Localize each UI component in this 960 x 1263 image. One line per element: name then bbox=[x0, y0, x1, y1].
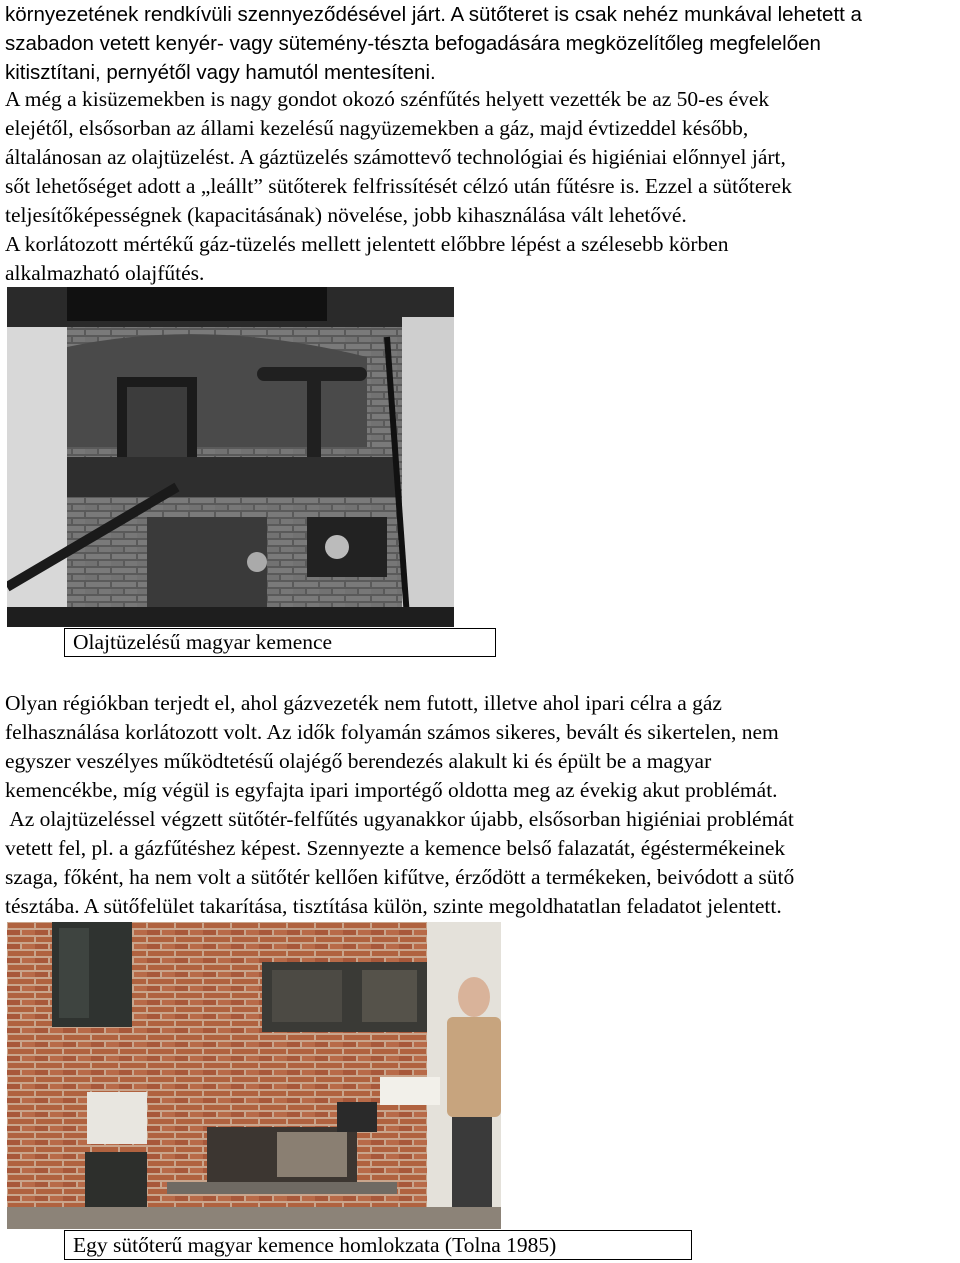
paragraph-gas-oil-heating bbox=[5, 85, 960, 288]
text-line: tésztába. A sütőfelület takarítása, tisztítása külön, szinte megoldhatatlan feladatot jelentett. bbox=[5, 894, 782, 918]
text-line: A korlátozott mértékű gáz-tüzelés mellett jelentett előbbre lépést a szélesebb körben bbox=[5, 232, 729, 256]
text-line: sőt lehetőséget adott a „leállt” sütőterek felfrissítését célzó után fűtésre is. Ezzel a sütőterek bbox=[5, 174, 792, 198]
oil-fired-oven-photo bbox=[7, 287, 454, 627]
paragraph-oil-heating-problems bbox=[5, 689, 960, 921]
text-line: A még a kisüzemekben is nagy gondot okozó szénfűtés helyett vezették be az 50-es évek bbox=[5, 87, 770, 111]
text-line: szabadon vetett kenyér- vagy sütemény-tészta befogadására megközelítőleg megfelelően bbox=[5, 32, 821, 55]
text-line: Az olajtüzeléssel végzett sütőtér-felfűtés ugyanakkor újabb, elsősorban higiéniai problémát bbox=[5, 807, 794, 831]
text-line: alkalmazható olajfűtés. bbox=[5, 261, 205, 285]
figure-caption: Egy sütőterű magyar kemence homlokzata (Tolna 1985) bbox=[64, 1230, 692, 1260]
text-line: egyszer veszélyes működtetésű olajégő berendezés alakult ki és épült be a magyar bbox=[5, 749, 712, 773]
text-line: kemencékbe, míg végül is egyfajta ipari importégő oldotta meg az évekig akut problémát. bbox=[5, 778, 778, 802]
text-line: teljesítőképességnek (kapacitásának) növelése, jobb kihasználása vált lehetővé. bbox=[5, 203, 687, 227]
text-line: általánosan az olajtüzelést. A gáztüzelés számottevő technológiai és higiéniai előnnyel járt, bbox=[5, 145, 786, 169]
text-line: felhasználása korlátozott volt. Az idők folyamán számos sikeres, bevált és sikertelen, nem bbox=[5, 720, 779, 744]
figure-caption: Olajtüzelésű magyar kemence bbox=[64, 628, 496, 657]
text-line: vetett fel, pl. a gázfűtéshez képest. Szennyezte a kemence belső falazatát, égéstermékeinek bbox=[5, 836, 786, 860]
text-line: kitisztítani, pernyétől vagy hamutól mentesíteni. bbox=[5, 61, 436, 84]
text-line: környezetének rendkívüli szennyeződésével járt. A sütőteret is csak nehéz munkával lehetett a bbox=[5, 3, 862, 26]
text-line: elejétől, elsősorban az állami kezelésű nagyüzemekben a gáz, majd évtizeddel később, bbox=[5, 116, 749, 140]
oven-facade-photo bbox=[7, 922, 501, 1229]
paragraph-coal-heating-end bbox=[5, 0, 960, 87]
text-line: szaga, főként, ha nem volt a sütőtér kellően kifűtve, érződött a termékeken, beivódott a sütő bbox=[5, 865, 795, 889]
text-line: Olyan régiókban terjedt el, ahol gázvezeték nem futott, illetve ahol ipari célra a gáz bbox=[5, 691, 722, 715]
